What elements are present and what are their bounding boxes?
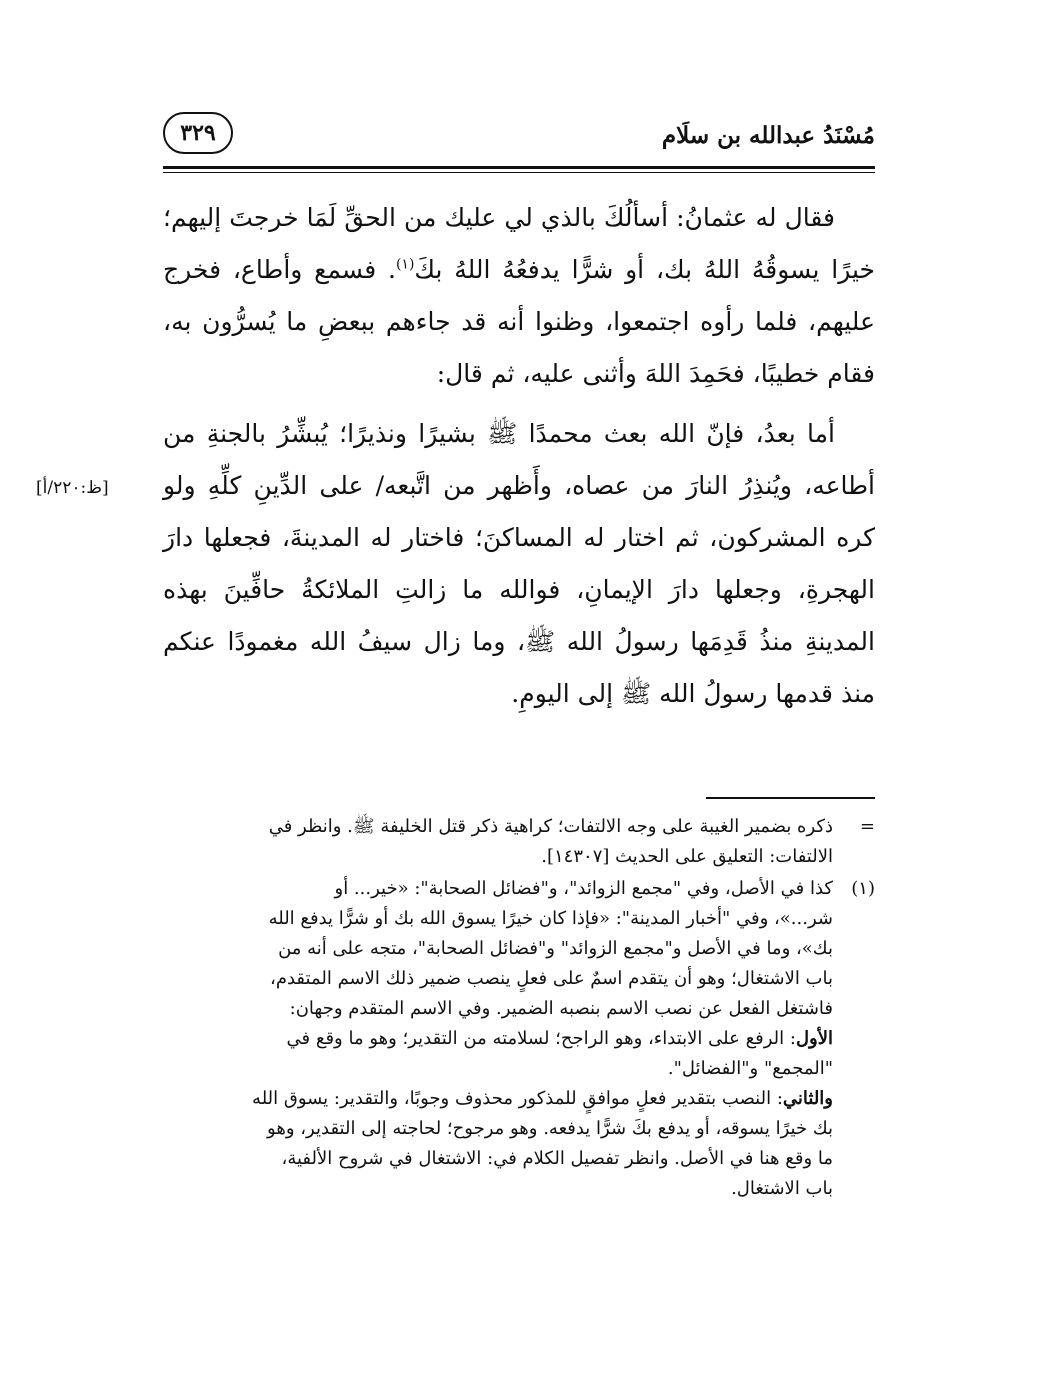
header-rule-thick (163, 166, 875, 169)
footnote-line: الالتفات: التعليق على الحديث [١٤٣٠٧]. (541, 846, 833, 867)
footnote-continuation-marker: = (859, 816, 875, 837)
footnote-line: ما وقع هنا في الأصل. وانظر تفصيل الكلام في: الاشتغال في شروح الألفية، (281, 1148, 833, 1169)
marginal-manuscript-ref: [ظ:٢٢٠/أ] (36, 478, 109, 498)
running-title: مُسْنَدُ عبدالله بن سلَام (661, 122, 875, 149)
second-option-text: : النصب بتقدير فعلٍ موافقٍ للمذكور محذوف وجوبًا، والتقدير: يسوق الله (252, 1088, 783, 1109)
footnote-line: باب الاشتغال؛ وهو أن يتقدم اسمٌ على فعلٍ ينصب ضمير ذلك الاسم المتقدم، (270, 968, 833, 989)
footnote-line-second-option (163, 1084, 833, 1114)
footnote-line: ذكره بضمير الغيبة على وجه الالتفات؛ كراهية ذكر قتل الخليفة ﷺ. وانظر في (268, 816, 833, 837)
page-number-badge: ٣٢٩ (163, 112, 233, 154)
footnote-1-marker: (١) (851, 878, 875, 899)
paragraph-1-rest: . فسمع وأطاع، فخرج عليهم، فلما رأوه اجتمعوا، وظنوا أنه قد جاءهم ببعضِ ما يُسرُّون به، فقام خطيبًا، فحَمِدَ اللهَ وأثنى عليه، ثم قال: (163, 255, 875, 388)
main-text (163, 192, 875, 728)
footnote-line: كذا في الأصل، وفي "مجمع الزوائد"، و"فضائل الصحابة": «خير... أو (334, 878, 833, 899)
page-header (163, 108, 875, 172)
footnote-line: باب الاشتغال. (731, 1178, 833, 1199)
footnote-separator (706, 797, 875, 799)
footnote-line: بك»، وما في الأصل و"مجمع الزوائد" و"فضائل الصحابة"، متجه على أنه من (278, 938, 833, 959)
paragraph-1-text: فقال له عثمانُ: أسألُكَ بالذي لي عليك من الحقِّ لَمَا خرجتَ إليهم؛ خيرًا يسوقُهُ اللهُ بك، أو شرًّا يدفعُهُ اللهُ بكَ (163, 203, 875, 284)
footnote-1 (163, 874, 875, 1204)
footnote-ref-1[interactable]: (١) (395, 256, 415, 273)
first-option-text: : الرفع على الابتداء، وهو الراجح؛ لسلامته من التقدير؛ وهو ما وقع في (286, 1028, 796, 1049)
footnote-continuation (163, 812, 875, 872)
footnote-line-first-option (163, 1024, 833, 1054)
paragraph-2: أما بعدُ، فإنّ الله بعث محمدًا ﷺ بشيرًا ونذيرًا؛ يُبشِّرُ بالجنةِ من أطاعه، ويُنذِرُ النارَ من عصاه، وأَظهر من اتَّبعه/ على الدِّينِ كلِّهِ ولو كره المشركون، ثم اختار له المساكنَ؛ فاختار له المدينةَ، فجعلها دارَ الهجرةِ، وجعلها دارَ الإيمانِ، فوالله ما زالتِ الملائكةُ حافِّينَ بهذه المدينةِ منذُ قَدِمَها رسولُ الله ﷺ، وما زال سيفُ الله مغمودًا عنكم منذ قدمها رسولُ الله ﷺ إلى اليومِ. (163, 419, 875, 708)
first-option-label: الأول (795, 1028, 833, 1049)
footnote-line: "المجمع" و"الفضائل". (667, 1058, 833, 1079)
footnote-line: بك خيرًا يسوقه، أو يدفع بكَ شرًّا يدفعه. وهو مرجوح؛ لحاجته إلى التقدير، وهو (267, 1118, 833, 1139)
paragraph-1 (163, 192, 875, 400)
footnote-line: شر...»، وفي "أخبار المدينة": «فإذا كان خيرًا يسوق الله بك أو شرًّا يدفع الله (268, 908, 833, 929)
footnotes (163, 812, 875, 1206)
footnote-line: فاشتغل الفعل عن نصب الاسم بنصبه الضمير. وفي الاسم المتقدم وجهان: (289, 998, 833, 1019)
second-option-label: والثاني (782, 1088, 833, 1109)
header-rule-thin (163, 172, 875, 173)
